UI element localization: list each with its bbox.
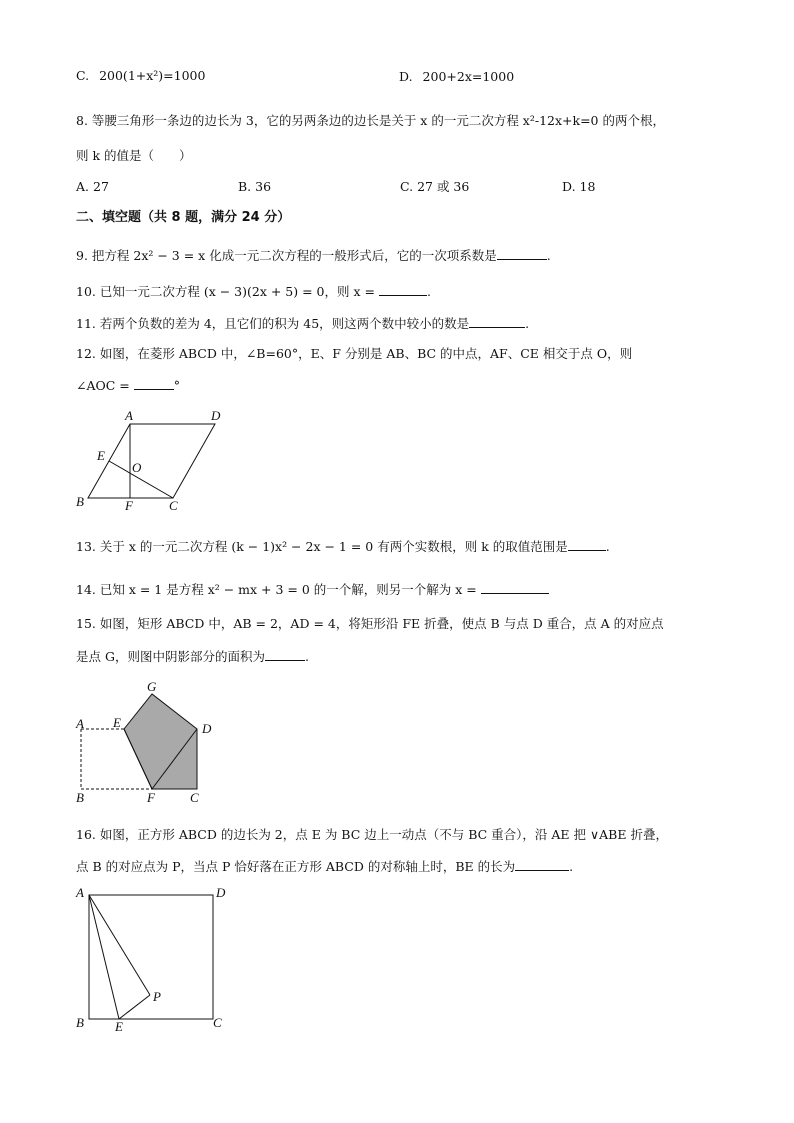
q8-option-a-label: A. <box>76 179 90 194</box>
q14-answer-blank[interactable] <box>481 580 549 594</box>
label-o: O <box>132 460 142 475</box>
q7-option-d-label: D. <box>399 69 413 84</box>
q12-text-a: ∠AOC = <box>76 378 130 393</box>
q14-text: 14. 已知 x = 1 是方程 x² − mx + 3 = 0 的一个解，则另一个解为 x = <box>76 582 477 597</box>
label-a: A <box>76 716 84 731</box>
label-c: C <box>213 1015 222 1030</box>
q7-option-d-expr: 200+2x=1000 <box>422 69 515 84</box>
label-c: C <box>169 498 178 513</box>
q13-answer-blank[interactable] <box>568 537 606 551</box>
q16-text-end: . <box>569 859 574 874</box>
shaded-region <box>124 694 197 789</box>
q14-question <box>76 580 549 599</box>
q11-text-end: . <box>525 316 530 331</box>
q15-text-a: 是点 G，则图中阴影部分的面积为 <box>76 649 265 664</box>
q7-option-d <box>399 68 514 86</box>
q16-figure-square <box>70 884 240 1034</box>
q16-text-a: 点 B 的对应点为 P，当点 P 恰好落在正方形 ABCD 的对称轴上时，BE 的长为 <box>76 859 516 874</box>
q10-question <box>76 282 431 301</box>
q15-text-end: . <box>304 649 309 664</box>
label-e: E <box>97 448 105 463</box>
label-a: A <box>125 408 133 423</box>
q16-text-line1: 16. 如图，正方形 ABCD 的边长为 2，点 E 为 BC 边上一动点（不与 BC 重合），沿 AE 把 ∨ABE 折叠， <box>76 827 668 842</box>
label-f: F <box>147 790 155 805</box>
q12-answer-blank[interactable] <box>134 376 174 390</box>
q9-text-end: . <box>546 248 551 263</box>
q8-text-line1: 8. 等腰三角形一条边的边长为 3，它的另两条边的边长是关于 x 的一元二次方程 x²-12x+k=0 的两个根， <box>76 113 665 128</box>
q9-question <box>76 246 551 265</box>
q8-option-c <box>400 178 469 196</box>
q8-option-a <box>76 178 109 196</box>
q8-option-a-value: 27 <box>93 179 109 194</box>
q12-text-line2 <box>76 376 180 395</box>
q12-degree-sign: ° <box>173 378 180 393</box>
q11-answer-blank[interactable] <box>469 314 525 328</box>
q9-answer-blank[interactable] <box>497 246 547 260</box>
q10-text-end: . <box>426 284 431 299</box>
label-d: D <box>211 408 221 423</box>
label-e: E <box>113 715 121 730</box>
q10-text: 10. 已知一元二次方程 (x − 3)(2x + 5) = 0，则 x = <box>76 284 375 299</box>
q8-option-c-label: C. <box>400 179 414 194</box>
q11-question <box>76 314 529 333</box>
label-g: G <box>147 679 157 694</box>
q13-question <box>76 537 610 556</box>
q12-text-line1: 12. 如图，在菱形 ABCD 中，∠B=60°，E、F 分别是 AB、BC 的中点，AF、CE 相交于点 O，则 <box>76 346 633 361</box>
q8-option-b <box>238 178 271 196</box>
q8-text-line2: 则 k 的值是（ ） <box>76 148 192 163</box>
q12-figure-rhombus <box>70 405 240 515</box>
q11-text: 11. 若两个负数的差为 4，且它们的积为 45，则这两个数中较小的数是 <box>76 316 470 331</box>
q13-text-end: . <box>605 539 610 554</box>
q7-option-c-label: C. <box>76 68 90 83</box>
label-d: D <box>216 885 226 900</box>
label-e: E <box>115 1019 123 1034</box>
q8-option-b-label: B. <box>238 179 252 194</box>
q8-option-d-label: D. <box>562 179 576 194</box>
q15-text-line2 <box>76 647 309 666</box>
label-b: B <box>76 494 84 509</box>
q8-option-c-value: 27 或 36 <box>417 179 470 194</box>
q16-text-line2 <box>76 857 573 876</box>
label-b: B <box>76 790 84 805</box>
section-title: 二、填空题（共 8 题，满分 24 分） <box>76 210 291 225</box>
q10-answer-blank[interactable] <box>379 282 427 296</box>
q7-option-c-expr: 200(1+x²)=1000 <box>99 68 206 83</box>
q8-option-d <box>562 178 595 196</box>
label-b: B <box>76 1015 84 1030</box>
q15-text-line1: 15. 如图，矩形 ABCD 中，AB = 2，AD = 4，将矩形沿 FE 折叠，使点 B 与点 D 重合，点 A 的对应点 <box>76 616 664 631</box>
label-c: C <box>190 790 199 805</box>
label-a: A <box>76 885 84 900</box>
q8-option-b-value: 36 <box>255 179 272 194</box>
segment-ep <box>119 995 150 1019</box>
q15-answer-blank[interactable] <box>265 647 305 661</box>
q15-figure-folded-rectangle <box>70 678 230 808</box>
q7-option-c <box>76 67 205 85</box>
label-f: F <box>125 498 133 513</box>
segment-ap <box>89 895 150 995</box>
segment-ae <box>89 895 119 1019</box>
label-p: P <box>153 989 161 1004</box>
q8-option-d-value: 18 <box>579 179 596 194</box>
q13-text: 13. 关于 x 的一元二次方程 (k − 1)x² − 2x − 1 = 0 有两个实数根，则 k 的取值范围是 <box>76 539 568 554</box>
q16-answer-blank[interactable] <box>515 857 569 871</box>
q9-text: 9. 把方程 2x² − 3 = x 化成一元二次方程的一般形式后，它的一次项系数是 <box>76 248 497 263</box>
label-d: D <box>202 721 212 736</box>
square-abcd <box>89 895 213 1019</box>
rhombus-abcd <box>88 424 215 498</box>
